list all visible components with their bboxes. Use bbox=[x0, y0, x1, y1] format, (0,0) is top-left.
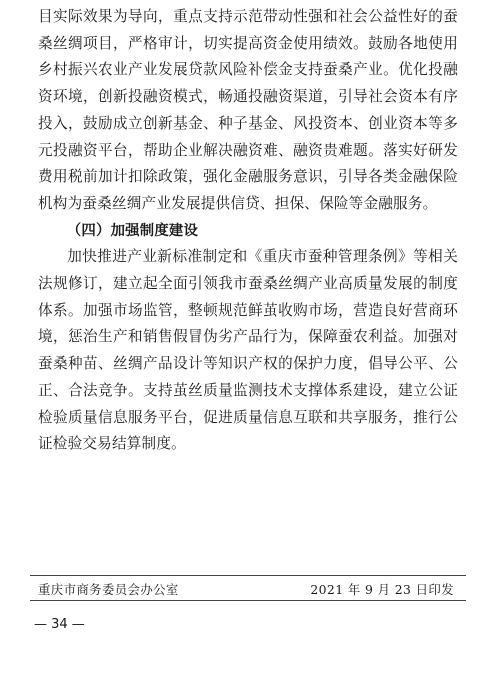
footer-issuing-office: 重庆市商务委员会办公室 bbox=[38, 582, 179, 597]
page-number: — 34 — bbox=[34, 617, 85, 632]
document-body bbox=[38, 4, 458, 458]
paragraph-institution-building: 加快推进产业新标准制定和《重庆市蚕种管理条例》等相关法规修订，建立起全面引领我市蚕桑丝绸产业高质量发展的制度体系。加强市场监管，整顿规范鲜茧收购市场，营造良好营商环境，惩治生产和销售假冒伪劣产品行为，保障蚕农利益。加强对蚕桑种苗、丝绸产品设计等知识产权的保护力度，倡导公平、公正、合法竞争。支持茧丝质量监测技术支撑体系建设，建立公证检验质量信息服务平台，促进质量信息互联和共享服务，推行公证检验交易结算制度。 bbox=[38, 248, 458, 453]
footer-bottom-rule bbox=[30, 600, 466, 601]
footer-issue-date: 2021 年 9 月 23 日印发 bbox=[310, 582, 454, 597]
footer-top-rule bbox=[30, 575, 466, 576]
paragraph-continued: 目实际效果为导向，重点支持示范带动性强和社会公益性好的蚕桑丝绸项目，严格审计，切实提高资金使用绩效。鼓励各地使用乡村振兴农业产业发展贷款风险补偿金支持蚕桑产业。优化投融资环境，创新投融资模式，畅通投融资渠道，引导社会资本有序投入，鼓励成立创新基金、种子基金、风投资本、创业资本等多元投融资平台，帮助企业解决融资难、融资贵难题。落实好研发费用税前加计扣除政策，强化金融服务意识，引导各类金融保险机构为蚕桑丝绸产业发展提供信贷、担保、保险等金融服务。 bbox=[38, 8, 458, 212]
section-heading: （四）加强制度建设 bbox=[66, 222, 199, 239]
